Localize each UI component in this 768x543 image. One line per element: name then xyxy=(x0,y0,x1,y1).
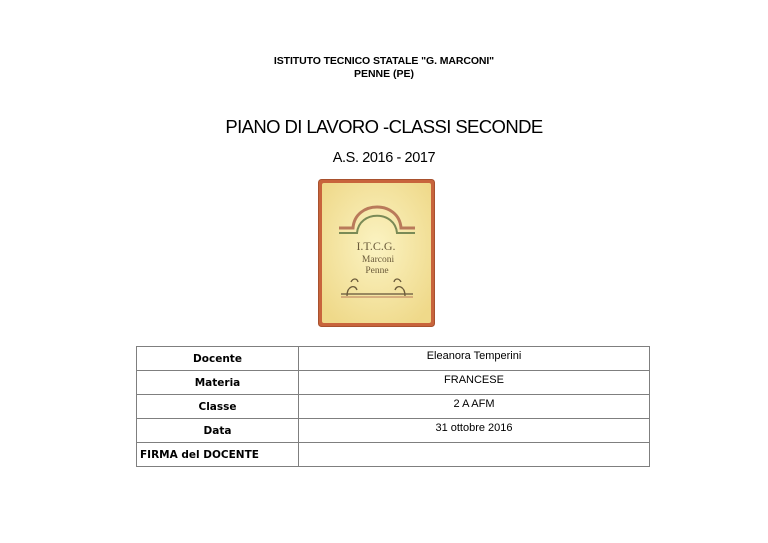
label-materia: Materia xyxy=(137,371,299,395)
value-materia: FRANCESE xyxy=(299,371,650,395)
signature-field xyxy=(299,443,650,467)
school-logo xyxy=(317,178,436,328)
logo-background xyxy=(322,183,431,323)
value-docente: Eleanora Temperini xyxy=(299,347,650,371)
teacher-info-table xyxy=(136,346,650,467)
table-row-firma xyxy=(137,443,650,467)
logo-text-marconi: Marconi xyxy=(361,255,395,265)
logo-text-penne: Penne xyxy=(365,266,389,276)
school-city: PENNE (PE) xyxy=(353,68,415,80)
table-row-data xyxy=(137,419,650,443)
table-row-classe xyxy=(137,395,650,419)
school-name: ISTITUTO TECNICO STATALE "G. MARCONI" xyxy=(273,55,495,67)
value-data: 31 ottobre 2016 xyxy=(299,419,650,443)
label-firma: FIRMA del DOCENTE xyxy=(137,443,299,467)
table-row-docente xyxy=(137,347,650,371)
school-year: A.S. 2016 - 2017 xyxy=(332,150,436,166)
value-classe: 2 A AFM xyxy=(299,395,650,419)
document-title: PIANO DI LAVORO -CLASSI SECONDE xyxy=(225,116,543,137)
label-data: Data xyxy=(137,419,299,443)
table-row-materia xyxy=(137,371,650,395)
label-docente: Docente xyxy=(137,347,299,371)
label-classe: Classe xyxy=(137,395,299,419)
logo-text-itcg: I.T.C.G. xyxy=(356,239,396,253)
